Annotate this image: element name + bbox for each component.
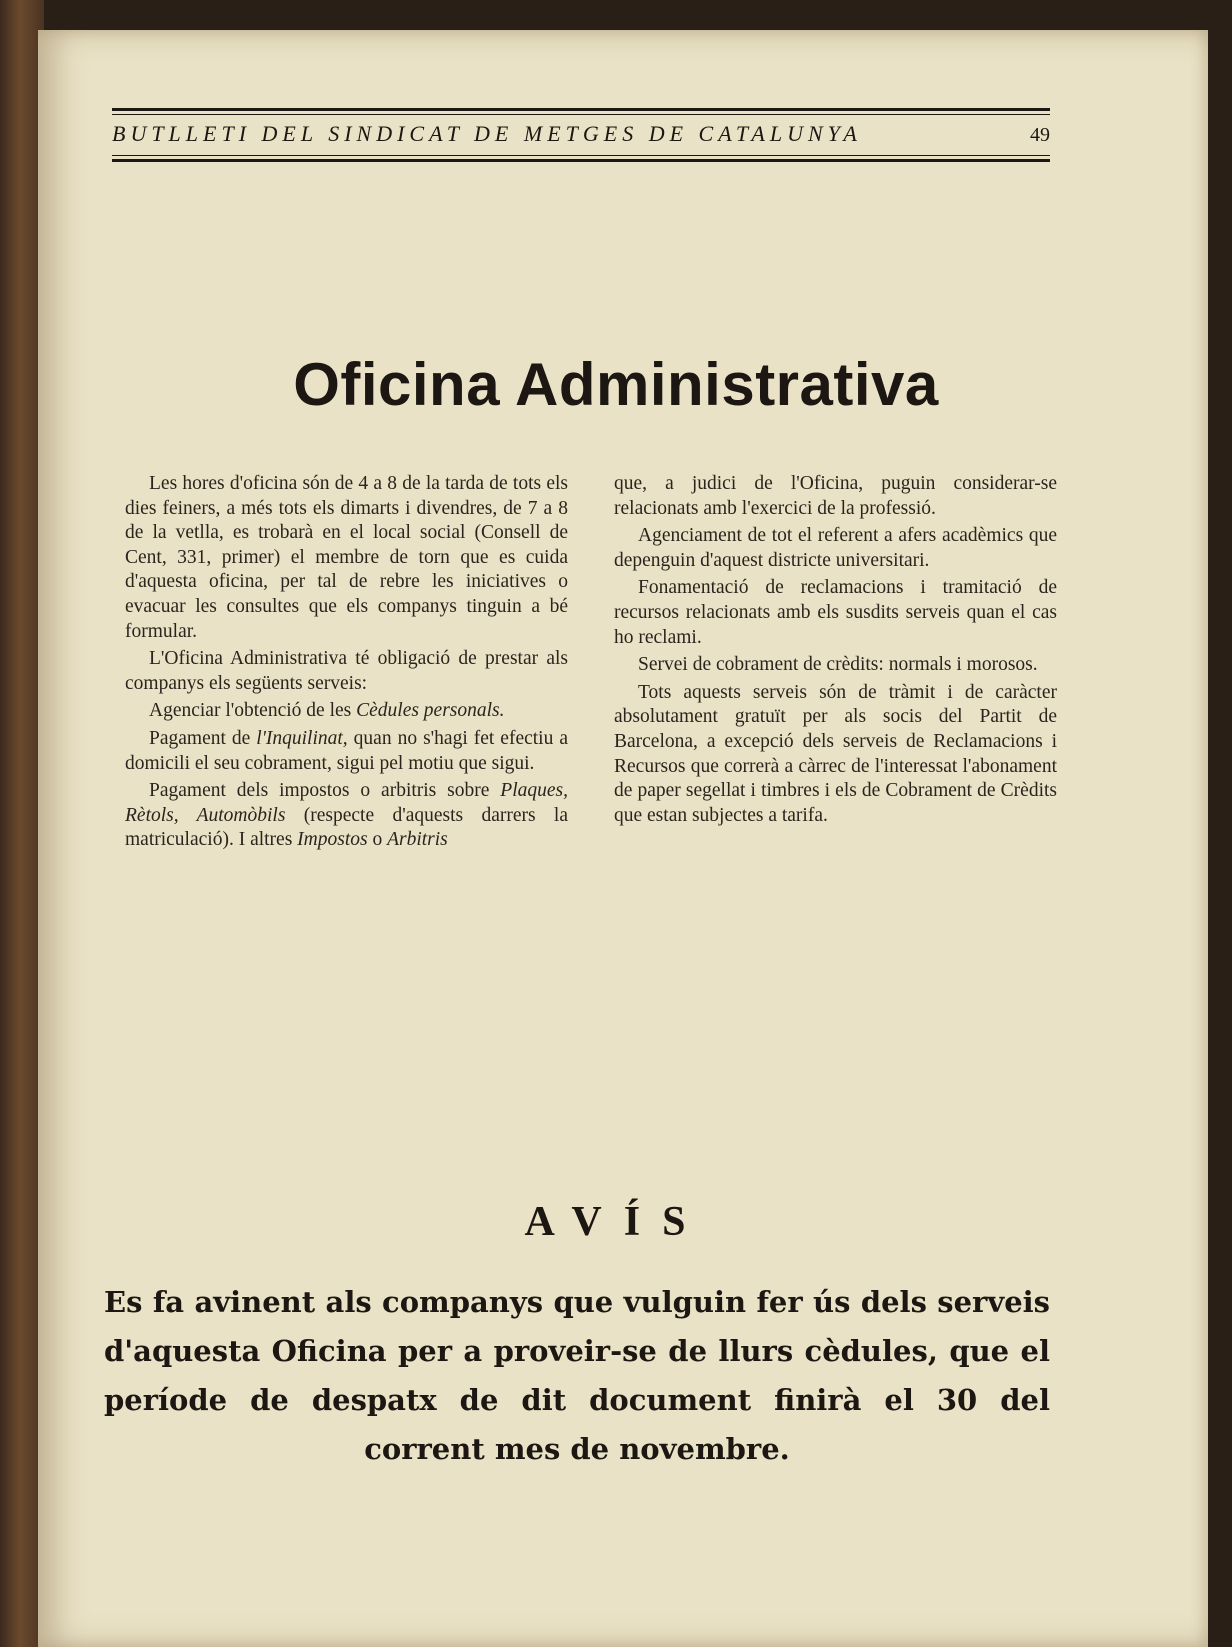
header-rule [112,155,1050,156]
notice-heading: AVÍS [524,1199,708,1245]
article-title: Oficina Administrativa [293,351,939,418]
header-rule [112,108,1050,111]
paragraph: Agenciar l'obtenció de les Cèdules personals. [149,700,505,722]
right-column [614,472,1057,856]
paragraph: que, a judici de l'Oficina, puguin considerar-se relacionats amb l'exercici de la professió. [614,473,1057,519]
paragraph: Agenciament de tot el referent a afers acadèmics que depenguin d'aquest districte universitari. [614,525,1057,571]
header-rule [112,114,1050,115]
left-column [125,472,568,856]
paragraph: Pagament de l'Inquilinat, quan no s'hagi fet efectiu a domicili el seu cobrament, sigui pel motiu que sigui. [125,727,568,774]
journal-title: BUTLLETI DEL SINDICAT DE METGES DE CATALUNYA [112,121,862,146]
paragraph: Fonamentació de reclamacions i tramitació de recursos relacionats amb els susdits serveis quan el cas ho reclami. [614,577,1057,648]
body-columns [125,472,1057,856]
notice-text: Es fa avinent als companys que vulguin fer ús dels serveis d'aquesta Oficina per a proveir-se de llurs cèdules, que el període de despatx de dit document finirà el 30 del corrent mes de novembre. [104,1285,1050,1466]
paragraph: Les hores d'oficina són de 4 a 8 de la tarda de tots els dies feiners, a més tots els dimarts i divendres, de 7 a 8 de la vetlla, es trobarà en el local social (Consell de Cent, 331, primer) el membre de torn que es cuida d'aquesta oficina, per tal de rebre les iniciatives o evacuar les consultes que els companys tinguin a bé formular. [125,473,568,642]
page-number: 49 [1030,124,1050,146]
header-rule [112,159,1050,162]
paragraph: Servei de cobrament de crèdits: normals i morosos. [638,654,1038,676]
header-line [112,121,1050,151]
paragraph: L'Oficina Administrativa té obligació de prestar als companys els següents serveis: [125,648,568,694]
paragraph: Tots aquests serveis són de tràmit i de caràcter absolutament gratuït per als socis del Partit de Barcelona, a excepció dels serveis de Reclamacions i Recursos que correrà a càrrec de l'interessat l'abonament de paper segellat i timbres i els de Cobrament de Crèdits que estan subjectes a tarifa. [614,681,1057,826]
paragraph: Pagament dels impostos o arbitris sobre Plaques, Rètols, Automòbils (respecte d'aquests darrers la matriculació). I altres Impostos o Arbitris [125,780,568,851]
running-header [112,108,1050,162]
